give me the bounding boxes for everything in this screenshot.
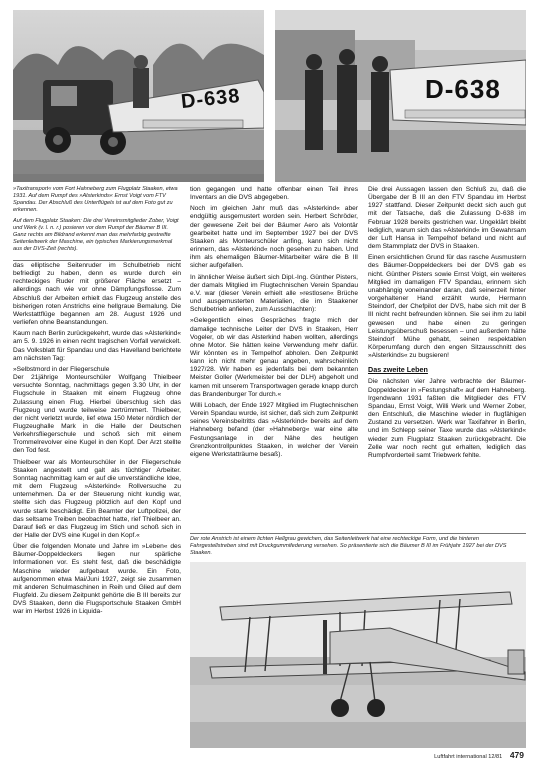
page-number: 479 (509, 750, 524, 760)
paragraph: Die drei Aussagen lassen den Schluß zu, daß die Übergabe der B III an den FTV Spandau im Herbst 1927 stattfand. Dieser Zeitpunkt deckt sich auch gut mit der Tatsache, daß die Zulassung D-638 im Februar 1928 bereits gestrichen war. Ungeklärt bleibt lediglich, warum sich das »Alsterkind« im Gewahrsam der Luft Hansa in Tempelhof befand und nicht auf dem Stammplatz der DVS in Staaken. (368, 186, 526, 251)
section-heading: Das zweite Leben (368, 365, 428, 375)
page-footer (434, 750, 524, 760)
paragraph: »Gelegentlich eines Gespräches fragte mich der damalige technische Leiter der DVS in Staaken, Herr Vogeler, ob wir das Alsterkind haben wollten, allerdings ohne Motor. Sie hätten keine Verwendung mehr dafür. Wir könnten es in Tempelhof abholen. Den Zeitpunkt kann ich nicht mehr genau angeben, wahrscheinlich 1927/28. Wir haben es jedenfalls bei dem bekannten Meister Goller (Werkmeister bei der DLH) abgeholt und kamen mit unserem Transportwagen gerade knapp durch das Brandenburger Tor durch.« (190, 317, 358, 398)
photo-biplane (190, 562, 526, 748)
paragraph: Die nächsten vier Jahre verbrachte der Bäumer-Doppeldecker in »Festungshaft« auf dem Hahneberg. Irgendwann 1931 faßten die Mitglieder des FTV Spandau, Ernst Voigt, Willi Werk und Werner Zober, den Entschluß, die Maschine wieder in flugfähigen Zustand zu versetzen. Werk war Taxifahrer in Berlin, und im Schlepp seiner Taxe wurde das »Alsterkind« wieder zum Flugplatz Staaken zurückgebracht. Die Zelle war noch recht gut erhalten, lediglich das Rumpfvorderteil samt Triebwerk fehlte. (368, 378, 526, 459)
paragraph: das elliptische Seitenruder im Schulbetrieb nicht befriedigt zu haben, denn es wurde durch ein rechteckiges Ruder mit größerer Fläche ersetzt – allerdings nach wie vor ohne Dämpfungsflosse. Zum Abschluß der Arbeiten erhielt das Flugzeug anstelle des bisherigen roten Anstrichs eine hellgraue Bemalung. Die Werkstattflüge begannen am 28. August 1926 und verliefen ohne Beanstandungen. (13, 262, 181, 327)
paragraph: Noch im gleichen Jahr muß das »Alsterkind« aber endgültig ausgemustert worden sein. Herbert Schröder, der gewesene Zeit bei der Bäumer Aero als Volontär gearbeitet hatte und im September 1927 bei der DVS Staaken als Monteurschüler anfing, kann sich nicht erinnern, das »Alsterkind« noch gesehen zu haben. Und ihm als ehemaligen Bäumer-Mitarbeiter wäre die B III sicher aufgefallen. (190, 205, 358, 270)
text-column-1 (13, 262, 181, 747)
paragraph: Einen ersichtlichen Grund für das rasche Ausmustern des Bäumer-Doppeldeckers bei der DVS gab es nicht. Günther Pisters sowie Ernst Voigt, ein weiteres Mitglied im damaligen FTV Spandau, erinnern sich unabhängig voneinander daran, daß seinerzeit hinter vorgehaltener Hand erzählt wurde, Hermann Steindorf, der Chefpilot der DVS, habe sich mit der B III nicht recht befreunden können. Sie sei ihm zu labil gewesen und habe einen zu geringen Leistungsüberschuß besessen – und außerdem hätte Steindorf Mühe gehabt, seinen respektablen Körperumfang durch den engen Sitzausschnitt des »Alsterkinds« zu bugsieren! (368, 254, 526, 360)
caption-divider (13, 260, 181, 261)
journal-name: Luftfahrt international 12/81 (434, 754, 503, 760)
paragraph: Der 21jährige Monteurschüler Wolfgang Thielbeer versuchte Sonntag, nachmittags gegen 3.30 Uhr, in der Flugschule in Staaken mit einem Flugzeug ohne Zulassung einen Flug. Hierbei überschlug sich das Flugzeug und wurde teilweise zertrümmert. Thielbeer, der nicht verletzt wurde, lief etwa 150 Meter nördlich der Flugzeughalle Mark in die Halle der Deutschen Verkehrsfliegerschule und schoß sich mit einem Trommelrevolver eine Kugel in den Kopf. Der Arzt stellte den Tod fest. (13, 374, 181, 455)
paragraph: Willi Lobach, der Ende 1927 Mitglied im Flugtechnischen Verein Spandau wurde, ist sicher, daß sich zum Zeitpunkt seines Vereinsbeitritts das »Alsterkind« bereits auf dem Hahneberg befand (der »Hahneberg« war eine alte Festungsanlage in der Nähe des heutigen Grenzkontrollpunktes Staaken, in welcher der Verein eigene Werkstatträume besaß). (190, 401, 358, 458)
photo-club-members (275, 10, 526, 182)
paragraph: tion gegangen und hatte offenbar einen Teil ihres Inventars an die DVS abgegeben. (190, 186, 358, 202)
paragraph: Über die folgenden Monate und Jahre im »Leben« des Bäumer-Doppeldeckers liegen nur spärliche Informationen vor. Es steht fest, daß die beschädigte Maschine wieder aufgebaut wurde. Ein Foto, aufgenommen etwa Mai/Juni 1927, zeigt sie zusammen mit anderen Schulmaschinen in Reih und Glied auf dem Flugfeld. Zu diesem Zeitpunkt gehörte die B III bereits zur DVS Staaken, denn die Flugsportschule Staaken GmbH war im Herbst 1926 in Liquida- (13, 543, 181, 616)
quote-heading: »Selbstmord in der Fliegerschule (13, 365, 110, 373)
text-column-3 (368, 186, 526, 526)
paragraph: In ähnlicher Weise äußert sich Dipl.-Ing. Günther Pisters, der damals Mitglied im Flugtechnischen Verein Spandau e.V. war (dieser Verein erhielt alle »restlosen« Brüche und ausgemusterten Materialien, die im Staakener Schulbetrieb anfielen, zum Ausschlachten): (190, 273, 358, 314)
plane-marking: D-638 (425, 74, 501, 104)
caption-divider (190, 533, 526, 534)
paragraph: Kaum nach Berlin zurückgekehrt, wurde das »Alsterkind« am 5. 9. 1926 in einen recht tragischen Vorfall verwickelt. Das Volksblatt für Spandau und das Havelland berichtete am nächsten Tag: (13, 330, 181, 362)
caption-biplane: Der rote Anstrich ist einem lichten Hellgrau gewichen, das Seitenleitwerk hat eine rechteckige Form, und die hinteren Fahrgestellstreben sind mit Druckgummifederung versehen. So präsentierte sich die Bäumer B III im Frühjahr 1927 bei der DVS Staaken. (190, 536, 507, 556)
plane-marking: D-638 (179, 84, 242, 114)
paragraph: Thielbeer war als Monteurschüler in der Fliegerschule Staaken angestellt und galt als tüchtiger Arbeiter. Sonntag nachmittag kam er auf die unverständliche Idee, mit dem Flugzeug »Alsterkind« Rollversuche zu unternehmen. Da er der Steuerung nicht kundig war, stellte sich das Flugzeug plötzlich auf den Kopf und wurde stark beschädigt. Ein Beamter der Luftpolizei, der das seltsame Treiben beobachtet hatte, rief Thielbeer an. Darauf ließ er das Flugzeug im Stich und schoß sich in der Halle der DVS eine Kugel in den Kopf.« (13, 458, 181, 539)
caption-club-members: Auf dem Flugplatz Staaken: Die drei Vereinsmitglieder Zober, Voigt und Werk (v. l. n. r.) posieren vor dem Rumpf der Bäumer B III. Ganz rechts am Bildrand erkennt man das mehrfarbig gestreifte Seitenleitwerk der Maschine, ein typisches Markierungsmerkmal aus der DVS-Zeit (rechts). (13, 218, 179, 252)
caption-block (13, 186, 181, 257)
text-column-2 (190, 186, 358, 526)
caption-taxi-transport: »Taxitransport« vom Fort Hahneberg zum Flugplatz Staaken, etwa 1931. Auf dem Rumpf des »Alsterkinds« Ernst Voigt vom FTV Spandau. Der Abschluß des Unterflügels ist auf dem Foto gut zu erkennen. (13, 186, 178, 213)
photo-taxi-transport (13, 10, 264, 182)
